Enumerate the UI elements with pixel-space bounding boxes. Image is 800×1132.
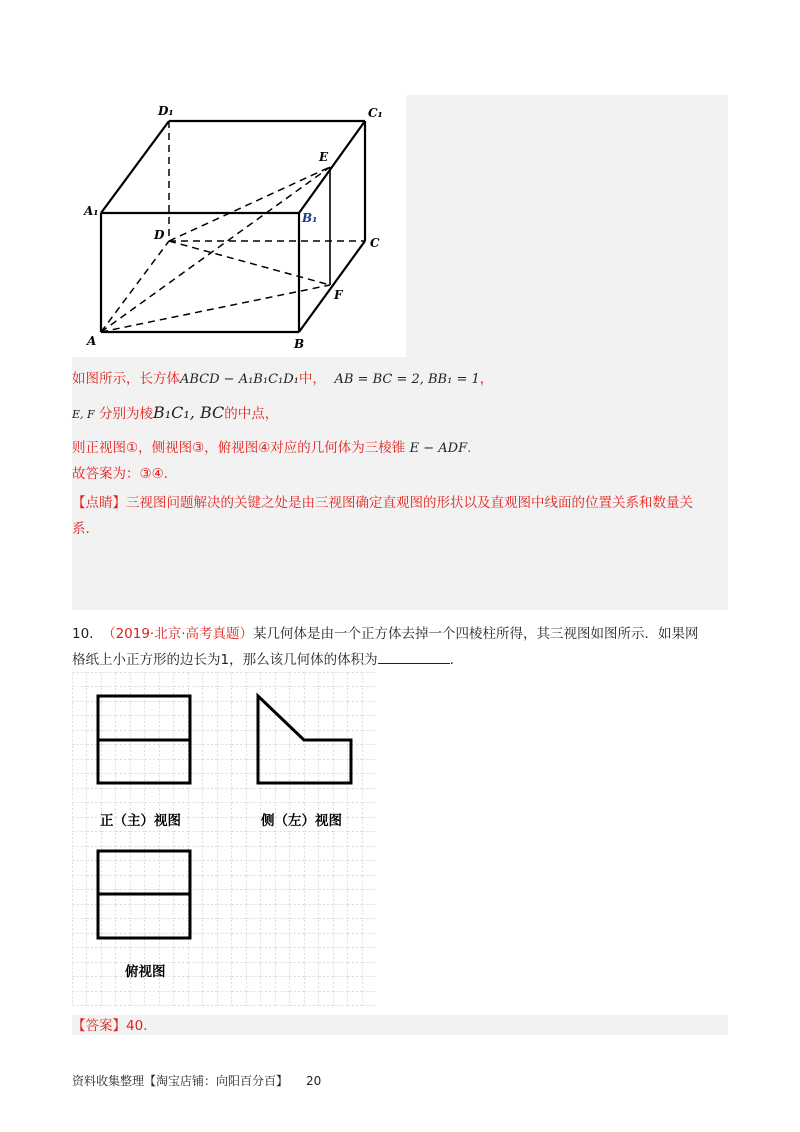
footer-text: 资料收集整理【淘宝店铺：向阳百分百】 <box>72 1074 289 1088</box>
cuboid-figure <box>72 95 406 357</box>
page-footer <box>72 1072 321 1089</box>
solution-line-2: E, F 分别为棱B₁C₁, BC的中点， <box>72 403 279 422</box>
front-view-label: 正（主）视图 <box>100 813 181 829</box>
question-number: 10. <box>72 626 94 642</box>
label-B1: B₁ <box>302 211 318 225</box>
question-source: （2019·北京·高考真题） <box>102 626 254 642</box>
answer-tag: 【答案】 <box>72 1018 126 1034</box>
label-F: F <box>334 288 343 302</box>
label-C: C <box>370 236 380 250</box>
label-E: E <box>319 150 329 164</box>
answer-value: 40. <box>126 1018 148 1034</box>
solution-line-1: 如图所示，长方体ABCD − A₁B₁C₁D₁中， AB = BC = 2, BB₁ = 1， <box>72 371 494 387</box>
answer-blank <box>378 649 450 664</box>
label-C1: C₁ <box>368 106 383 120</box>
solution-line-3: 则正视图①，侧视图③，俯视图④对应的几何体为三棱锥 E − ADF. <box>72 440 472 456</box>
page-number: 20 <box>306 1074 322 1088</box>
question-10: 10. （2019·北京·高考真题）某几何体是由一个正方体去掉一个四棱柱所得，其三视图如图所示．如果网 格纸上小正方形的边长为1，那么该几何体的体积为 . <box>72 626 699 668</box>
label-A1: A₁ <box>84 204 99 218</box>
top-view-label: 俯视图 <box>125 964 166 980</box>
label-D: D <box>154 228 165 242</box>
answer-bar <box>72 1015 728 1035</box>
label-A: A <box>87 334 97 348</box>
label-D1: D₁ <box>158 104 174 118</box>
note-tag: 【点睛】 <box>72 495 126 511</box>
label-B: B <box>294 337 305 351</box>
solution-answer-line: 故答案为：③④. <box>72 466 168 482</box>
side-view-label: 侧（左）视图 <box>261 813 342 829</box>
three-view-figure <box>72 672 376 1006</box>
note-paragraph: 【点睛】三视图问题解决的关键之处是由三视图确定直观图的形状以及直观图中线面的位置关系和数量关 系. <box>72 495 693 537</box>
